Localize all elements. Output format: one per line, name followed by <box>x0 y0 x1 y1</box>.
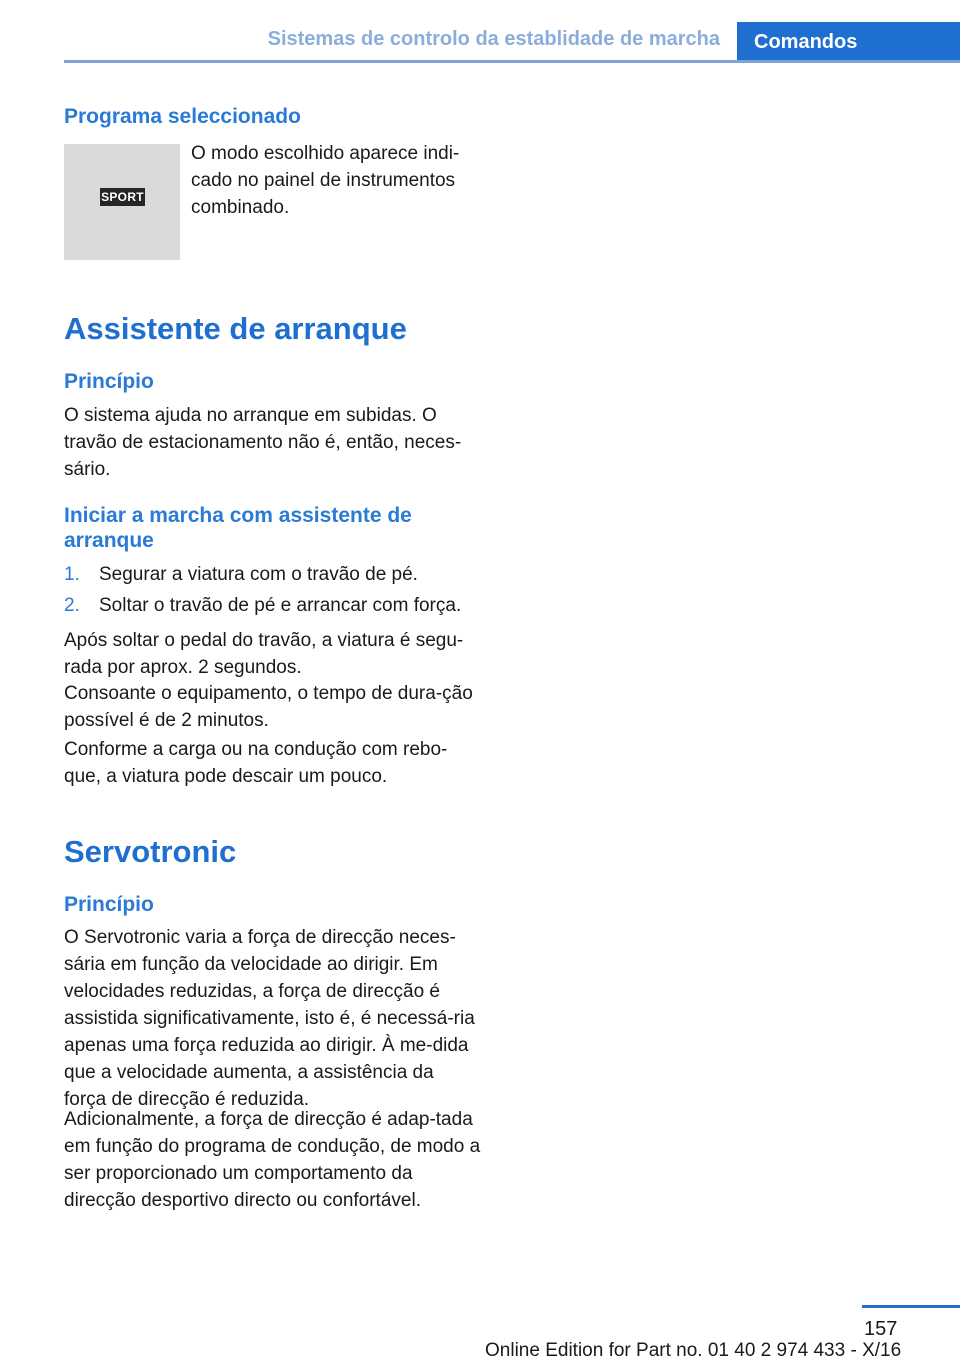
start-steps-list <box>64 561 480 623</box>
start-assistant-title: Assistente de arranque <box>64 311 407 346</box>
after-release-text: Após soltar o pedal do travão, a viatura é segu-rada por aprox. 2 segundos. <box>64 630 464 678</box>
step-text: Segurar a viatura com o travão de pé. <box>99 564 418 585</box>
start-assistant-principle-text: O sistema ajuda no arranque em subidas. O travão de estacionamento não é, então, neces-sário. <box>64 405 462 480</box>
header-rule <box>64 60 960 63</box>
sport-indicator-image <box>64 144 180 260</box>
list-item <box>64 592 480 623</box>
sport-indicator-icon: SPORT <box>101 190 144 204</box>
servotronic-title: Servotronic <box>64 834 237 869</box>
edition-footer: Online Edition for Part no. 01 40 2 974 433 - X/16 <box>485 1340 902 1361</box>
chapter-tab-label: Comandos <box>754 31 858 53</box>
list-item <box>64 561 480 592</box>
load-trailer-text: Conforme a carga ou na condução com rebo-que, a viatura pode descair um pouco. <box>64 739 448 787</box>
step-number: 2. <box>64 595 80 616</box>
servotronic-principle-heading: Princípio <box>64 893 154 916</box>
chapter-tab <box>737 22 960 62</box>
selected-program-heading: Programa seleccionado <box>64 105 301 128</box>
step-number: 1. <box>64 564 80 585</box>
equipment-duration-text: Consoante o equipamento, o tempo de dura-ção possível é de 2 minutos. <box>64 683 473 731</box>
servotronic-additional-text: Adicionalmente, a força de direcção é adap-tada em função do programa de condução, de modo a ser proporcionado um comportamento da direcção desportivo directo ou confortável. <box>64 1109 481 1211</box>
step-text: Soltar o travão de pé e arrancar com força. <box>99 595 462 616</box>
running-header-section: Sistemas de controlo da establidade de marcha <box>267 28 720 50</box>
servotronic-principle-text: O Servotronic varia a força de direcção neces-sária em função da velocidade ao dirigir. Em velocidades reduzidas, a força de direcção é assistida significativamente, isto é, é necessá-ria apenas uma força reduzida ao dirigir. À me-dida que a velocidade aumenta, a assistência da força de direcção é reduzida. <box>64 927 475 1110</box>
selected-program-text: O modo escolhido aparece indi-cado no painel de instrumentos combinado. <box>191 143 460 218</box>
start-assistant-principle-heading: Princípio <box>64 370 154 393</box>
start-with-assistant-heading: Iniciar a marcha com assistente de arranque <box>64 504 412 552</box>
footer-rule <box>862 1305 960 1308</box>
page-number: 157 <box>864 1318 898 1340</box>
